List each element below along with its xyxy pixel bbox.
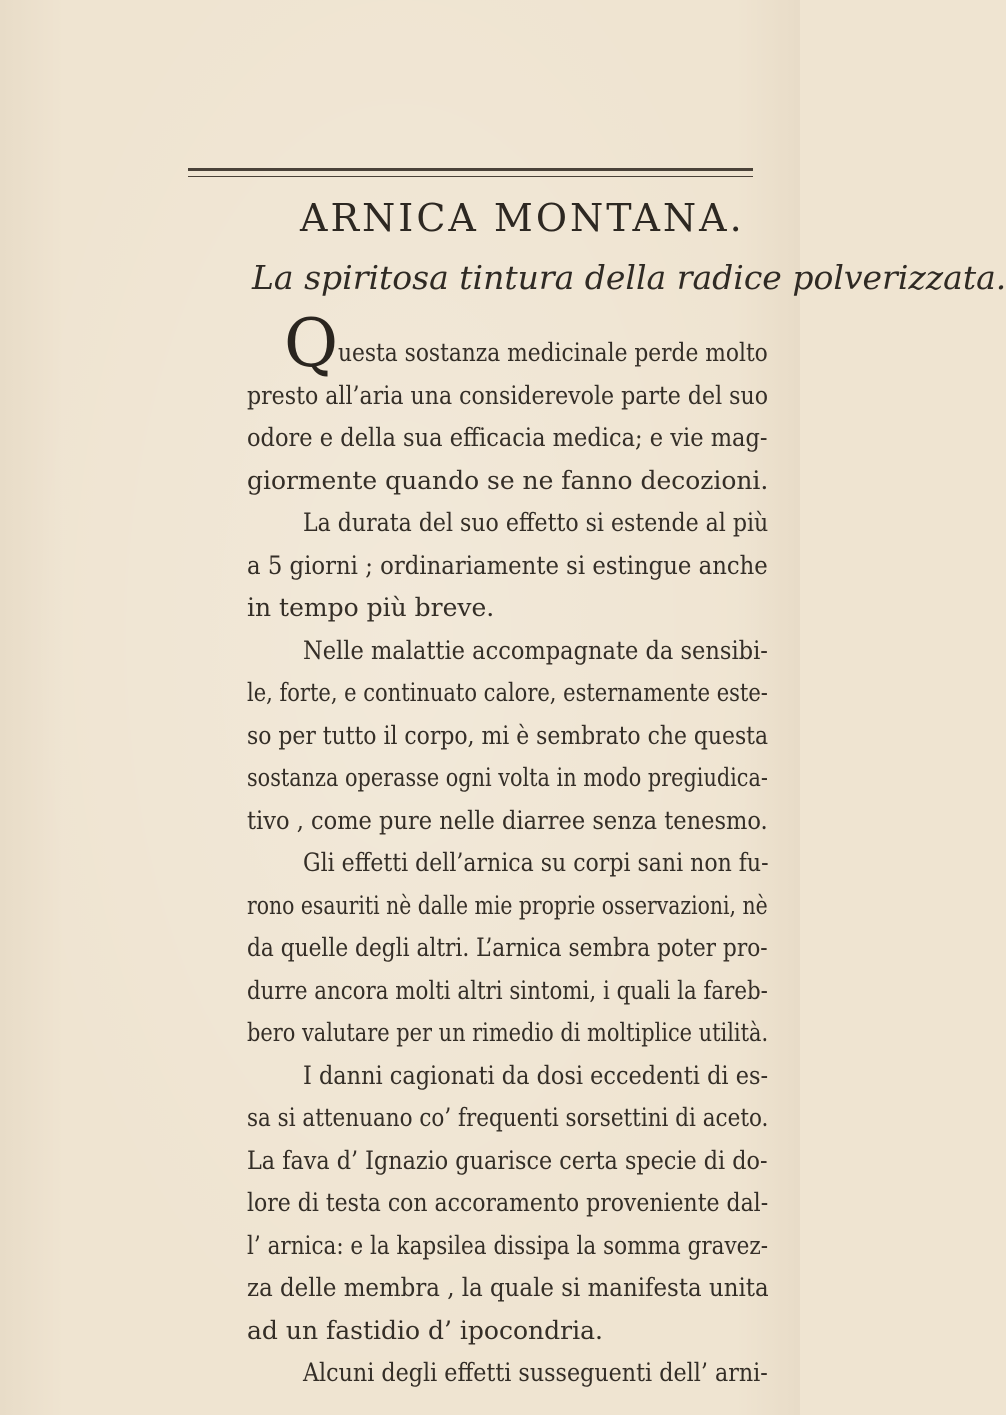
page-title: ARNICA MONTANA.	[300, 196, 745, 240]
text-line: I danni cagionati da dosi eccedenti di es-	[303, 1061, 769, 1090]
text-line: uesta sostanza medicinale perde molto	[338, 338, 768, 367]
page-subtitle: La spiritosa tintura della radice polverizzata.	[252, 258, 1006, 297]
text-line: za delle membra , la quale si manifesta unita	[247, 1273, 769, 1302]
text-line: presto all’aria una considerevole parte del suo	[247, 381, 768, 410]
text-line: tivo , come pure nelle diarree senza tenesmo.	[247, 806, 768, 835]
text-line: le, forte, e continuato calore, esternamente este-	[247, 678, 768, 707]
text-line: Gli effetti dell’arnica su corpi sani non fu-	[303, 848, 769, 877]
drop-initial: Q	[284, 305, 339, 382]
text-line: rono esauriti nè dalle mie proprie osservazioni, nè	[247, 891, 768, 920]
text-line: odore e della sua efficacia medica; e vie mag-	[247, 423, 768, 452]
text-line: La durata del suo effetto si estende al più	[303, 508, 769, 537]
text-line: La fava d’ Ignazio guarisce certa specie di do-	[247, 1146, 768, 1175]
text-line: l’ arnica: e la kapsilea dissipa la somma gravez-	[247, 1231, 769, 1260]
text-line: bero valutare per un rimedio di moltiplice utilità.	[247, 1018, 769, 1047]
text-line: ad un fastidio d’ ipocondria.	[247, 1316, 603, 1345]
text-line: sa si attenuano co’ frequenti sorsettini di aceto.	[247, 1103, 769, 1132]
text-line: Alcuni degli effetti susseguenti dell’ arni-	[303, 1358, 768, 1387]
text-line: a 5 giorni ; ordinariamente si estingue anche	[247, 551, 768, 580]
text-line: sostanza operasse ogni volta in modo pregiudica-	[247, 763, 768, 792]
text-line: lore di testa con accoramento proveniente dal-	[247, 1188, 769, 1217]
text-line: da quelle degli altri. L’arnica sembra poter pro-	[247, 933, 768, 962]
text-line: in tempo più breve.	[247, 593, 495, 622]
text-line: Nelle malattie accompagnate da sensibi-	[303, 636, 768, 665]
text-line: so per tutto il corpo, mi è sembrato che questa	[247, 721, 769, 750]
text-line: durre ancora molti altri sintomi, i quali la fareb-	[247, 976, 768, 1005]
text-line: giormente quando se ne fanno decozioni.	[247, 466, 769, 495]
